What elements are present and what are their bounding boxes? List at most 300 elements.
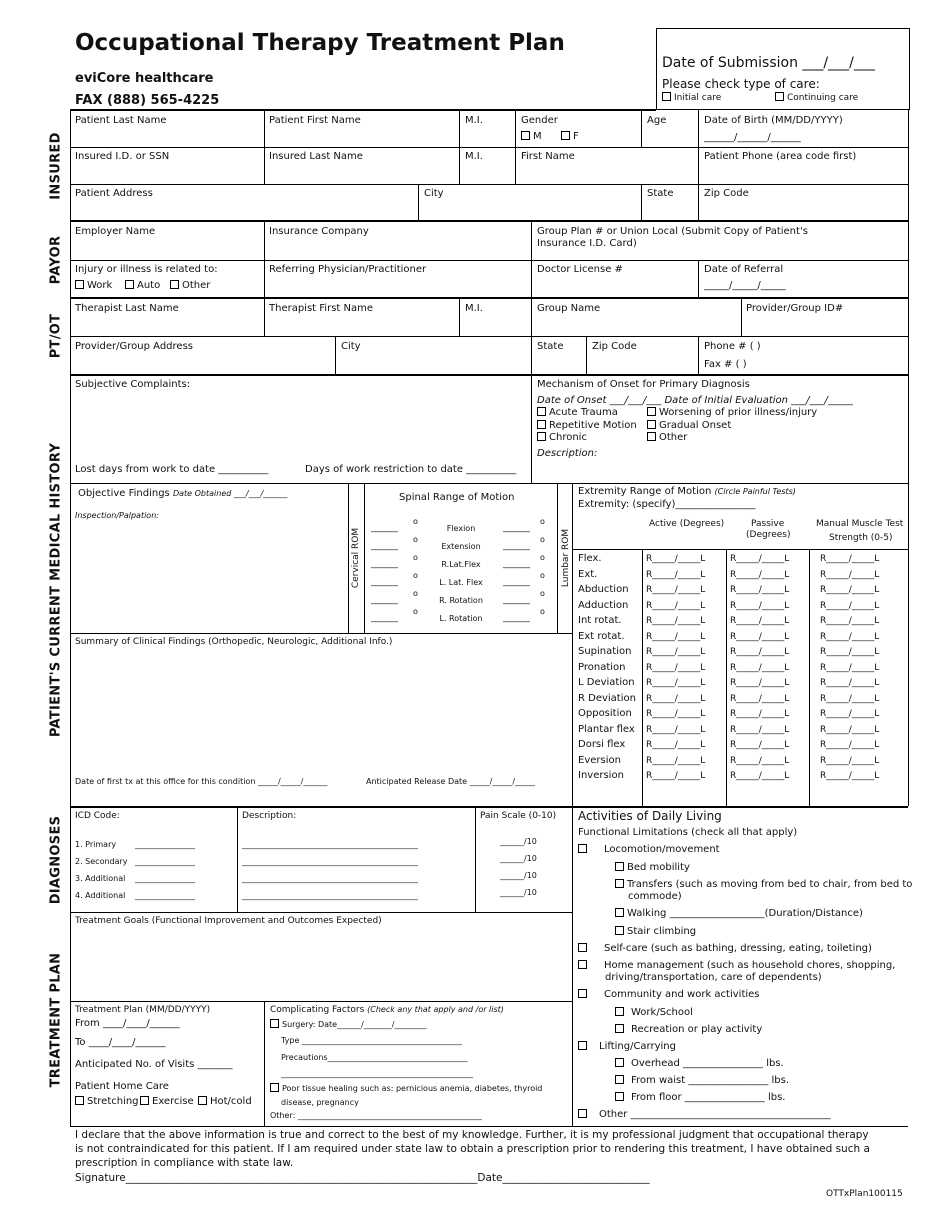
description-label: Description:	[537, 448, 598, 459]
divider	[572, 483, 573, 1126]
divider	[531, 220, 532, 297]
pain-scale-field[interactable]: ______/10	[500, 837, 537, 846]
active-rl-field[interactable]: R_____/_____L	[646, 755, 706, 766]
acute-trauma-checkbox[interactable]	[537, 407, 546, 416]
precautions-field[interactable]: Precautions___________________________________	[281, 1053, 468, 1062]
other-onset-checkbox[interactable]	[647, 432, 656, 441]
group-name-label: Group Name	[537, 303, 601, 314]
divider	[70, 806, 908, 808]
motion-label: Pronation	[578, 661, 626, 673]
auto-checkbox[interactable]	[125, 280, 134, 289]
poor-healing-checkbox[interactable]	[270, 1083, 279, 1092]
dob-label: Date of Birth (MM/DD/YYYY)	[704, 115, 843, 126]
section-payor: PAYOR	[48, 235, 64, 285]
bed-mobility-checkbox[interactable]	[615, 862, 624, 871]
active-rl-field[interactable]: R_____/_____L	[646, 569, 706, 580]
employer-label: Employer Name	[75, 226, 156, 237]
mmt-rl-field[interactable]: R_____/_____L	[820, 616, 880, 626]
degree-symbol: o	[413, 553, 418, 562]
overhead-option[interactable]	[615, 1058, 784, 1070]
diagnosis-row-label: 1. Primary	[75, 840, 117, 849]
section-ptot: PT/OT	[48, 313, 64, 359]
stair-label: Stair climbing	[627, 926, 697, 937]
divider	[698, 109, 699, 184]
active-rl-field[interactable]: R_____/_____L	[646, 600, 706, 611]
home-management-option[interactable]	[578, 960, 895, 972]
group-plan-label: Insurance I.D. Card)	[537, 238, 637, 249]
col-mmt: Strength (0-5)	[829, 533, 893, 543]
transfers-option[interactable]	[615, 879, 912, 891]
company-name: eviCore healthcare	[75, 71, 214, 86]
recreation-option[interactable]	[615, 1024, 762, 1036]
lumbar-value-field[interactable]: ______	[503, 595, 530, 605]
injury-work-option[interactable]	[75, 280, 112, 292]
bed-mobility-option[interactable]	[615, 862, 690, 874]
divider	[348, 483, 349, 633]
onset-option-label: Repetitive Motion	[549, 420, 637, 431]
signature-field[interactable]: Signature___________________________________________________________________Date____________________________	[75, 1172, 650, 1184]
community-label: Community and work activities	[604, 989, 760, 1000]
therapist-first-label: Therapist First Name	[269, 303, 373, 314]
divider	[264, 297, 265, 336]
other-label: Other	[182, 280, 211, 291]
auto-label: Auto	[137, 280, 161, 291]
gender-f-option[interactable]	[561, 131, 579, 143]
city-label: City	[341, 341, 361, 352]
degree-symbol: o	[540, 535, 545, 544]
active-rl-field[interactable]: R_____/_____L	[646, 647, 706, 657]
onset-option[interactable]	[647, 420, 731, 432]
divider	[586, 336, 587, 374]
lost-days-field[interactable]: Lost days from work to date __________	[75, 464, 269, 475]
stretching-checkbox[interactable]	[75, 1096, 84, 1105]
adl-other-option[interactable]	[578, 1109, 831, 1121]
active-rl-field[interactable]: R_____/_____L	[646, 554, 706, 564]
phone-field[interactable]: Phone # ( )	[704, 341, 761, 352]
passive-rl-field[interactable]: R_____/_____L	[730, 554, 790, 564]
gradual-onset-checkbox[interactable]	[647, 420, 656, 429]
col-passive: (Degrees)	[746, 530, 791, 540]
active-rl-field[interactable]: R_____/_____L	[646, 585, 706, 595]
divider	[557, 483, 558, 633]
onset-option[interactable]	[537, 420, 637, 432]
community-checkbox[interactable]	[578, 989, 587, 998]
chronic-checkbox[interactable]	[537, 432, 546, 441]
home-management-label: Home management (such as household chores, shopping,	[604, 960, 896, 971]
active-rl-field[interactable]: R_____/_____L	[646, 678, 706, 688]
adl-other-field[interactable]: Other ________________________________________	[599, 1109, 831, 1120]
degree-symbol: o	[413, 517, 418, 526]
date-obtained-field[interactable]: Date Obtained ___/___/______	[172, 489, 288, 498]
divider	[70, 633, 572, 634]
diagnosis-description-field[interactable]: ____________________________________________	[242, 857, 418, 866]
mmt-rl-field[interactable]: R_____/_____L	[820, 600, 880, 611]
passive-rl-field[interactable]: R_____/_____L	[730, 569, 790, 580]
motion-label: Flex.	[578, 553, 602, 564]
community-option[interactable]	[578, 989, 760, 1001]
active-rl-field[interactable]: R_____/_____L	[646, 771, 706, 781]
divider	[264, 1001, 265, 1126]
gender-m-checkbox[interactable]	[521, 131, 530, 140]
declaration-line: I declare that the above information is true and correct to the best of my knowledge. Further, it is my professional judgment that occupational therapy	[75, 1129, 869, 1141]
exercise-label: Exercise	[152, 1096, 194, 1107]
surgery-checkbox[interactable]	[270, 1019, 279, 1028]
mmt-rl-field[interactable]: R_____/_____L	[820, 569, 880, 580]
passive-rl-field[interactable]: R_____/_____L	[730, 678, 790, 688]
description-label: Description:	[242, 811, 297, 821]
submission-date-field[interactable]: Date of Submission ___/___/___	[662, 55, 875, 71]
adl-subtitle: Functional Limitations (check all that apply)	[578, 827, 798, 838]
walking-option[interactable]	[615, 908, 863, 920]
mmt-rl-field[interactable]: R_____/_____L	[820, 693, 880, 704]
motion-label: Ext rotat.	[578, 630, 625, 642]
initial-care-checkbox[interactable]	[662, 92, 671, 101]
degree-symbol: o	[540, 589, 545, 598]
passive-rl-field[interactable]: R_____/_____L	[730, 724, 790, 735]
degree-symbol: o	[413, 571, 418, 580]
active-rl-field[interactable]: R_____/_____L	[646, 709, 706, 719]
section-diagnoses: DIAGNOSES	[48, 815, 64, 905]
divider	[741, 297, 742, 336]
work-label: Work	[87, 280, 113, 291]
mechanism-label: Mechanism of Onset for Primary Diagnosis	[537, 379, 750, 390]
group-plan-label: Group Plan # or Union Local (Submit Copy of Patient's	[537, 226, 808, 237]
overhead-checkbox[interactable]	[615, 1058, 624, 1067]
motion-label: Int rotat.	[578, 615, 622, 626]
divider	[70, 912, 572, 913]
therapist-last-label: Therapist Last Name	[75, 303, 179, 314]
passive-rl-field[interactable]: R_____/_____L	[730, 709, 790, 719]
overhead-field[interactable]: Overhead ________________ lbs.	[631, 1058, 784, 1069]
other-factor-field[interactable]: Other: ______________________________________________	[270, 1111, 482, 1120]
section-insured: INSURED	[48, 132, 64, 200]
divider	[70, 109, 71, 1126]
hotcold-option[interactable]	[198, 1096, 252, 1108]
hotcold-label: Hot/cold	[210, 1096, 252, 1107]
release-date-field[interactable]: Anticipated Release Date _____/_____/_____	[366, 777, 536, 786]
divider	[459, 109, 460, 184]
to-date-field[interactable]: To ____/____/______	[75, 1037, 166, 1048]
other-checkbox[interactable]	[170, 280, 179, 289]
insurance-company-label: Insurance Company	[269, 226, 369, 237]
active-rl-field[interactable]: R_____/_____L	[646, 740, 706, 750]
onset-option-label: Other	[659, 432, 688, 443]
active-rl-field[interactable]: R_____/_____L	[646, 616, 706, 626]
onset-option[interactable]	[647, 432, 687, 444]
declaration-line: is not contraindicated for this patient. If I am required under state law to obtain a prescription prior to rendering this treatment, I have obtained such a	[75, 1143, 870, 1155]
exercise-option[interactable]	[140, 1096, 194, 1108]
recreation-label: Recreation or play activity	[631, 1024, 763, 1035]
fax-field[interactable]: Fax # ( )	[704, 359, 747, 370]
injury-label: Injury or illness is related to:	[75, 264, 218, 275]
city-label: City	[424, 188, 444, 199]
pain-scale-field[interactable]: ______/10	[500, 854, 537, 863]
motion-label: Supination	[578, 646, 632, 657]
continuing-care-checkbox[interactable]	[775, 92, 784, 101]
passive-rl-field[interactable]: R_____/_____L	[730, 600, 790, 611]
passive-rl-field[interactable]: R_____/_____L	[730, 740, 790, 750]
form-title: Occupational Therapy Treatment Plan	[75, 30, 565, 56]
selfcare-option[interactable]	[578, 943, 872, 955]
divider	[264, 220, 265, 297]
passive-rl-field[interactable]: R_____/_____L	[730, 585, 790, 595]
passive-rl-field[interactable]: R_____/_____L	[730, 662, 790, 673]
passive-rl-field[interactable]: R_____/_____L	[730, 693, 790, 704]
insured-last-name-label: Insured Last Name	[269, 151, 363, 162]
degree-symbol: o	[540, 553, 545, 562]
divider	[515, 109, 516, 184]
hotcold-checkbox[interactable]	[198, 1096, 207, 1105]
pain-scale-label: Pain Scale (0-10)	[480, 811, 557, 821]
gender-f-label: F	[573, 131, 579, 142]
divider	[70, 260, 908, 261]
initial-care-option[interactable]	[662, 92, 721, 104]
floor-option[interactable]	[615, 1092, 785, 1104]
restriction-days-field[interactable]: Days of work restriction to date __________	[305, 464, 517, 475]
referring-physician-label: Referring Physician/Practitioner	[269, 264, 427, 275]
recreation-checkbox[interactable]	[615, 1024, 624, 1033]
first-name-label: First Name	[521, 151, 575, 162]
onset-option[interactable]	[537, 407, 618, 419]
poor-healing-option[interactable]	[270, 1083, 542, 1095]
cervical-value-field[interactable]: ______	[371, 613, 398, 623]
divider	[726, 549, 727, 806]
passive-rl-field[interactable]: R_____/_____L	[730, 647, 790, 657]
mi-label: M.I.	[465, 303, 483, 314]
cervical-value-field[interactable]: ______	[371, 523, 398, 533]
divider	[641, 109, 642, 147]
floor-field[interactable]: From floor ________________ lbs.	[631, 1092, 786, 1103]
spinal-motion-label: L. Lat. Flex	[439, 578, 483, 587]
selfcare-label: Self-care (such as bathing, dressing, eating, toileting)	[604, 943, 872, 954]
divider	[459, 297, 460, 336]
icd-code-field[interactable]: _______________	[135, 891, 195, 900]
spinal-rom-title: Spinal Range of Motion	[399, 492, 515, 503]
extremity-rom-title	[578, 486, 796, 498]
patient-last-name-label: Patient Last Name	[75, 115, 167, 126]
transfers-label: Transfers (such as moving from bed to chair, from bed to	[627, 879, 913, 890]
poor-healing-label: disease, pregnancy	[281, 1098, 359, 1107]
divider	[335, 336, 336, 374]
exercise-checkbox[interactable]	[140, 1096, 149, 1105]
lifting-checkbox[interactable]	[578, 1041, 587, 1050]
divider	[809, 549, 810, 806]
divider	[70, 483, 908, 484]
patient-address-label: Patient Address	[75, 188, 153, 199]
degree-symbol: o	[540, 571, 545, 580]
divider	[475, 806, 476, 912]
onset-option-label: Gradual Onset	[659, 420, 732, 431]
work-checkbox[interactable]	[75, 280, 84, 289]
mmt-rl-field[interactable]: R_____/_____L	[820, 771, 880, 781]
locomotion-option[interactable]	[578, 844, 720, 856]
diagnosis-row-label: 4. Additional	[75, 891, 126, 900]
active-rl-field[interactable]: R_____/_____L	[646, 724, 706, 735]
degree-symbol: o	[413, 535, 418, 544]
waist-field[interactable]: From waist ________________ lbs.	[631, 1075, 790, 1086]
passive-rl-field[interactable]: R_____/_____L	[730, 755, 790, 766]
lumbar-value-field[interactable]: ______	[503, 559, 530, 569]
onset-date-field[interactable]: Date of Onset ___/___/___ Date of Initial Evaluation ___/___/_____	[537, 395, 853, 406]
spinal-motion-label: R.Lat.Flex	[441, 560, 481, 569]
waist-checkbox[interactable]	[615, 1075, 624, 1084]
stretching-option[interactable]	[75, 1096, 139, 1108]
lumbar-value-field[interactable]: ______	[503, 613, 530, 623]
divider	[70, 220, 908, 222]
work-school-option[interactable]	[615, 1007, 693, 1019]
patient-first-name-label: Patient First Name	[269, 115, 361, 126]
precautions-continued-field[interactable]: ________________________________________________	[281, 1069, 473, 1078]
type-field[interactable]: Type ________________________________________	[281, 1036, 462, 1045]
locomotion-checkbox[interactable]	[578, 844, 587, 853]
divider	[70, 184, 908, 185]
insured-id-label: Insured I.D. or SSN	[75, 151, 170, 162]
col-active: Active (Degrees)	[649, 519, 725, 529]
diagnosis-description-field[interactable]: ____________________________________________	[242, 874, 418, 883]
divider	[70, 374, 908, 376]
spinal-motion-label: L. Rotation	[439, 614, 483, 623]
extremity-title: Extremity Range of Motion	[578, 486, 712, 497]
waist-option[interactable]	[615, 1075, 789, 1087]
motion-label: Adduction	[578, 599, 629, 611]
state-label: State	[537, 341, 564, 352]
mi-label: M.I.	[465, 151, 483, 162]
surgery-option[interactable]	[270, 1019, 427, 1031]
mmt-rl-field[interactable]: R_____/_____L	[820, 647, 880, 657]
mmt-rl-field[interactable]: R_____/_____L	[820, 724, 880, 735]
selfcare-checkbox[interactable]	[578, 943, 587, 952]
mmt-rl-field[interactable]: R_____/_____L	[820, 631, 880, 642]
section-treatment: TREATMENT PLAN	[48, 952, 64, 1088]
gender-f-checkbox[interactable]	[561, 131, 570, 140]
declaration-line: prescription in compliance with state law.	[75, 1157, 294, 1169]
extremity-specify-field[interactable]: Extremity: (specify)________________	[578, 499, 756, 510]
cervical-value-field[interactable]: ______	[371, 577, 398, 587]
passive-rl-field[interactable]: R_____/_____L	[730, 631, 790, 642]
stair-checkbox[interactable]	[615, 926, 624, 935]
degree-symbol: o	[413, 607, 418, 616]
worsening-checkbox[interactable]	[647, 407, 656, 416]
divider	[70, 336, 908, 337]
divider	[641, 184, 642, 220]
home-management-label: driving/transportation, care of dependents)	[605, 972, 822, 983]
stair-option[interactable]	[615, 926, 696, 938]
subjective-label: Subjective Complaints:	[75, 379, 191, 390]
mmt-rl-field[interactable]: R_____/_____L	[820, 709, 880, 719]
transfers-label: commode)	[628, 891, 682, 902]
continuing-care-label: Continuing care	[787, 93, 859, 103]
divider	[364, 483, 365, 633]
mmt-rl-field[interactable]: R_____/_____L	[820, 662, 880, 673]
walking-checkbox[interactable]	[615, 908, 624, 917]
motion-label: Eversion	[578, 754, 621, 766]
motion-label: Plantar flex	[578, 723, 635, 735]
home-care-label: Patient Home Care	[75, 1081, 169, 1092]
mmt-rl-field[interactable]: R_____/_____L	[820, 755, 880, 766]
diagnosis-row-label: 2. Secondary	[75, 857, 128, 866]
transfers-checkbox[interactable]	[615, 879, 624, 888]
motion-label: R Deviation	[578, 692, 636, 704]
degree-symbol: o	[540, 517, 545, 526]
divider	[908, 109, 909, 806]
pain-scale-field[interactable]: ______/10	[500, 888, 537, 897]
care-type-prompt: Please check type of care:	[662, 77, 820, 91]
divider	[698, 336, 699, 374]
diagnosis-description-field[interactable]: ____________________________________________	[242, 891, 418, 900]
icd-code-field[interactable]: _______________	[135, 840, 195, 849]
bed-mobility-label: Bed mobility	[627, 862, 690, 873]
adl-other-checkbox[interactable]	[578, 1109, 587, 1118]
floor-checkbox[interactable]	[615, 1092, 624, 1101]
walking-field[interactable]: Walking ___________________(Duration/Distance)	[627, 908, 863, 919]
mmt-rl-field[interactable]: R_____/_____L	[820, 585, 880, 595]
onset-option[interactable]	[647, 407, 817, 419]
col-passive: Passive	[751, 519, 785, 529]
cervical-value-field[interactable]: ______	[371, 541, 398, 551]
treatment-plan-label: Treatment Plan (MM/DD/YYYY)	[75, 1005, 211, 1015]
divider	[237, 806, 238, 912]
icd-code-field[interactable]: _______________	[135, 857, 195, 866]
divider	[572, 549, 908, 550]
mmt-rl-field[interactable]: R_____/_____L	[820, 554, 880, 564]
active-rl-field[interactable]: R_____/_____L	[646, 662, 706, 673]
from-date-field[interactable]: From ____/____/______	[75, 1018, 180, 1029]
active-rl-field[interactable]: R_____/_____L	[646, 693, 706, 704]
diagnosis-description-field[interactable]: ____________________________________________	[242, 840, 418, 849]
section-history: PATIENT'S CURRENT MEDICAL HISTORY	[48, 442, 64, 738]
home-management-checkbox[interactable]	[578, 960, 587, 969]
active-rl-field[interactable]: R_____/_____L	[646, 631, 706, 642]
stretching-label: Stretching	[87, 1096, 139, 1107]
first-tx-field[interactable]: Date of first tx at this office for this condition _____/_____/______	[75, 777, 328, 786]
mmt-rl-field[interactable]: R_____/_____L	[820, 740, 880, 750]
mmt-rl-field[interactable]: R_____/_____L	[820, 678, 880, 688]
divider	[70, 1001, 572, 1002]
passive-rl-field[interactable]: R_____/_____L	[730, 771, 790, 781]
work-school-checkbox[interactable]	[615, 1007, 624, 1016]
zip-label: Zip Code	[592, 341, 637, 352]
continuing-care-option[interactable]	[775, 92, 858, 104]
form-code: OTTxPlan100115	[826, 1189, 903, 1199]
lumbar-value-field[interactable]: ______	[503, 541, 530, 551]
cervical-value-field[interactable]: ______	[371, 595, 398, 605]
motion-label: Ext.	[578, 568, 598, 580]
motion-label: Dorsi flex	[578, 739, 626, 750]
lifting-label: Lifting/Carrying	[599, 1041, 676, 1052]
injury-other-option[interactable]	[170, 280, 210, 292]
surgery-field[interactable]: Surgery: Date______/_______/________	[282, 1020, 427, 1029]
degree-symbol: o	[540, 607, 545, 616]
passive-rl-field[interactable]: R_____/_____L	[730, 616, 790, 626]
lumbar-value-field[interactable]: ______	[503, 577, 530, 587]
visits-field[interactable]: Anticipated No. of Visits _______	[75, 1059, 233, 1070]
lumbar-value-field[interactable]: ______	[503, 523, 530, 533]
dob-field[interactable]: ______/______/______	[704, 132, 801, 143]
repetitive-motion-checkbox[interactable]	[537, 420, 546, 429]
divider	[531, 297, 532, 374]
icd-code-field[interactable]: _______________	[135, 874, 195, 883]
injury-auto-option[interactable]	[125, 280, 160, 292]
cervical-value-field[interactable]: ______	[371, 559, 398, 569]
onset-option[interactable]	[537, 432, 587, 444]
gender-m-label: M	[533, 131, 542, 142]
col-mmt: Manual Muscle Test	[816, 519, 904, 529]
lifting-option[interactable]	[578, 1041, 676, 1053]
divider	[70, 1126, 908, 1127]
gender-m-option[interactable]	[521, 131, 542, 143]
referral-date-field[interactable]: _____/_____/_____	[704, 280, 786, 291]
pain-scale-field[interactable]: ______/10	[500, 871, 537, 880]
